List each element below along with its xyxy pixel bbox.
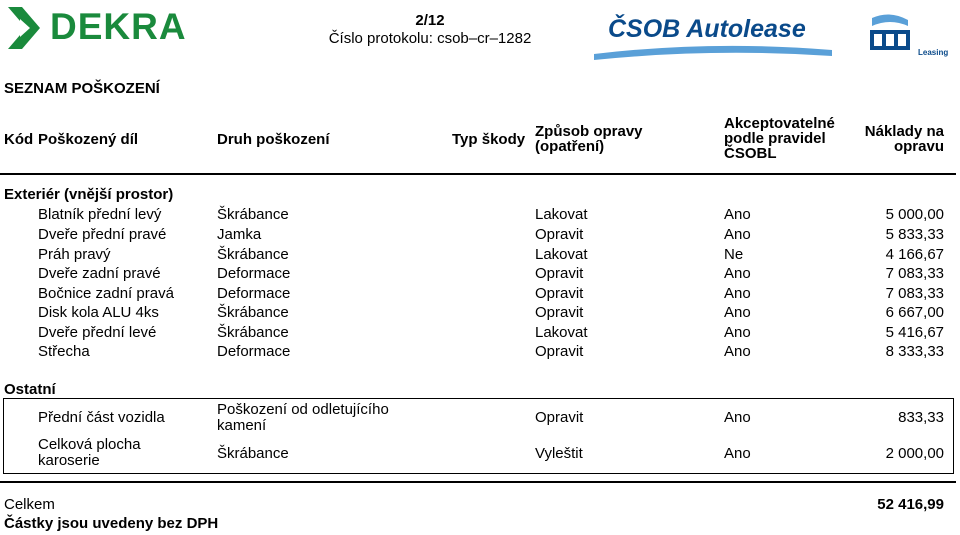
- page-label: 2/12: [415, 12, 445, 29]
- cell-repair: Lakovat: [535, 206, 588, 223]
- cell-part: [38, 437, 141, 469]
- cell-repair: Opravit: [535, 265, 584, 282]
- csob-logo-text: ČSOB Autolease: [608, 15, 806, 43]
- dekra-logo: [6, 5, 187, 51]
- header-rule: [0, 173, 956, 175]
- cell-accept: Ano: [724, 265, 751, 282]
- col-repair: [535, 124, 643, 154]
- page-number: [320, 12, 540, 48]
- cell-part: Blatník přední levý: [38, 206, 162, 223]
- cell-accept: Ano: [724, 324, 751, 341]
- cell-damage: Škrábance: [217, 324, 289, 341]
- col-damage: Druh poškození: [217, 131, 330, 148]
- col-cost-line2: opravu: [893, 138, 944, 155]
- cell-damage: Deformace: [217, 265, 291, 282]
- cell-cost: 4 166,67: [885, 246, 944, 263]
- cell-repair: Vyleštit: [535, 445, 583, 462]
- protocol-label: Číslo protokolu: csob–cr–1282: [328, 30, 532, 47]
- cell-damage: Škrábance: [217, 206, 289, 223]
- col-accept-line2: podle pravidel: [724, 130, 826, 147]
- col-repair-line2: (opatření): [535, 138, 605, 155]
- cell-damage: Škrábance: [217, 445, 289, 462]
- cell-part-line1: Celková plocha: [38, 436, 141, 453]
- cell-part: Bočnice zadní pravá: [38, 285, 174, 302]
- total-value: 52 416,99: [877, 496, 944, 513]
- cell-part: Práh pravý: [38, 246, 111, 263]
- dekra-arrow-icon: [6, 5, 46, 51]
- cell-accept: Ano: [724, 285, 751, 302]
- cell-cost: 5 416,67: [885, 324, 944, 341]
- cell-part: Přední část vozidla: [38, 409, 165, 426]
- group-title-exterior: Exteriér (vnější prostor): [4, 186, 174, 203]
- dekra-logo-text: DEKRA: [50, 6, 187, 47]
- footer-rule: [0, 481, 956, 483]
- col-type: Typ škody: [452, 131, 526, 148]
- cell-accept: Ano: [724, 445, 751, 462]
- csob-leasing-text: Leasing: [918, 48, 949, 57]
- cell-cost: 8 333,33: [885, 343, 944, 360]
- cell-cost: 5 833,33: [885, 226, 944, 243]
- cell-damage: Škrábance: [217, 304, 289, 321]
- csob-autolease-logo: [592, 10, 952, 62]
- col-code: Kód: [4, 131, 34, 148]
- group-title-other: Ostatní: [4, 381, 56, 398]
- col-accept-line1: Akceptovatelné: [724, 115, 835, 132]
- cell-damage: Škrábance: [217, 246, 289, 263]
- cell-damage: Jamka: [217, 226, 262, 243]
- cell-damage-line2: kamení: [217, 417, 267, 434]
- cell-accept: Ne: [724, 246, 744, 263]
- col-accept-line3: ČSOBL: [724, 145, 777, 162]
- cell-cost: 6 667,00: [885, 304, 944, 321]
- cell-repair: Opravit: [535, 304, 584, 321]
- col-accept: [724, 116, 835, 161]
- cell-damage: [217, 402, 389, 434]
- cell-part: Dveře přední levé: [38, 324, 157, 341]
- col-repair-line1: Způsob opravy: [535, 123, 643, 140]
- cell-damage-line1: Poškození od odletujícího: [217, 401, 389, 418]
- col-cost-line1: Náklady na: [864, 123, 944, 140]
- col-cost: [840, 124, 944, 154]
- cell-accept: Ano: [724, 304, 751, 321]
- cell-part: Dveře přední pravé: [38, 226, 167, 243]
- cell-repair: Lakovat: [535, 324, 588, 341]
- total-label: Celkem: [4, 496, 55, 513]
- cell-damage: Deformace: [217, 343, 291, 360]
- cell-cost: 7 083,33: [885, 265, 944, 282]
- cell-accept: Ano: [724, 343, 751, 360]
- section-title: SEZNAM POŠKOZENÍ: [4, 80, 160, 97]
- cell-accept: Ano: [724, 226, 751, 243]
- col-part: Poškozený díl: [38, 131, 139, 148]
- cell-cost: 2 000,00: [885, 445, 944, 462]
- cell-accept: Ano: [724, 206, 751, 223]
- cell-repair: Lakovat: [535, 246, 588, 263]
- cell-cost: 7 083,33: [885, 285, 944, 302]
- cell-part-line2: karoserie: [38, 452, 100, 469]
- cell-cost: 5 000,00: [885, 206, 944, 223]
- cell-repair: Opravit: [535, 285, 584, 302]
- cell-damage: Deformace: [217, 285, 291, 302]
- cell-accept: Ano: [724, 409, 751, 426]
- vat-note: Částky jsou uvedeny bez DPH: [4, 515, 219, 532]
- cell-part: Dveře zadní pravé: [38, 265, 161, 282]
- cell-cost: 833,33: [898, 409, 944, 426]
- cell-repair: Opravit: [535, 343, 584, 360]
- cell-part: Disk kola ALU 4ks: [38, 304, 159, 321]
- cell-part: Střecha: [38, 343, 90, 360]
- cell-repair: Opravit: [535, 409, 584, 426]
- cell-repair: Opravit: [535, 226, 584, 243]
